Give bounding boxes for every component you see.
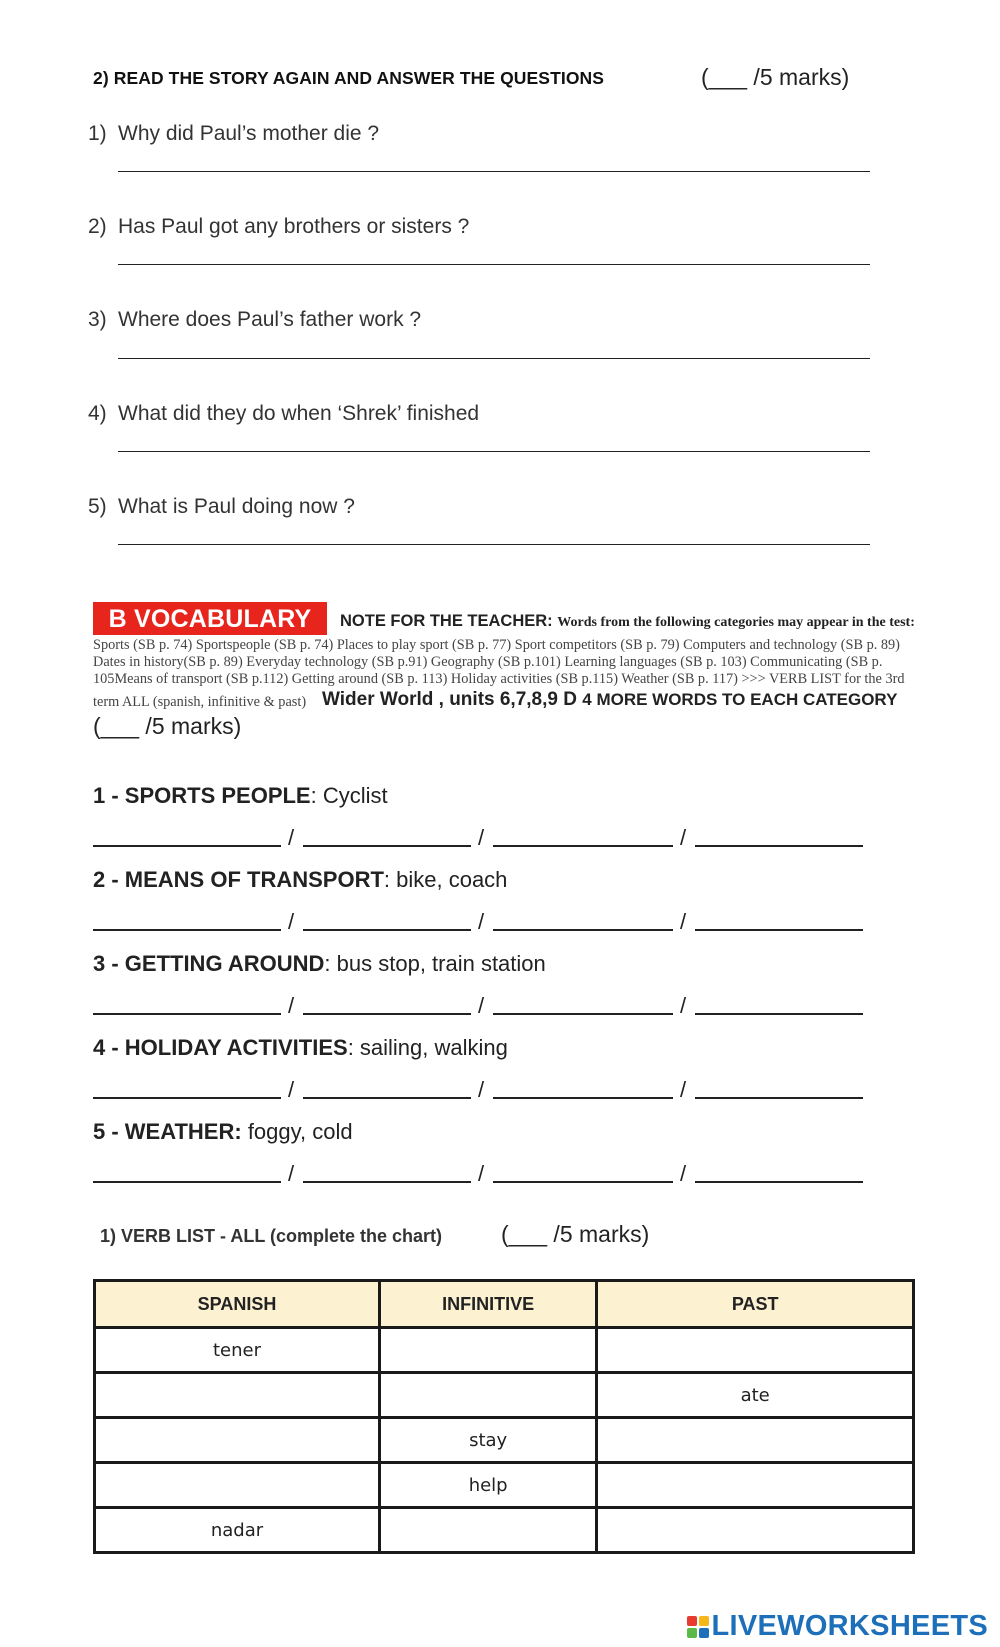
blank-field[interactable] [93,1181,281,1183]
answer-line[interactable] [118,544,870,545]
category-label: 2 - MEANS OF TRANSPORT [93,867,384,892]
table-cell-input[interactable] [379,1373,596,1418]
logo-blocks-icon [687,1616,709,1638]
blank-field[interactable] [493,1013,673,1015]
table-cell-input[interactable] [597,1508,914,1553]
question-text: What did they do when ‘Shrek’ finished [118,402,480,425]
blank-field[interactable] [493,1097,673,1099]
separator: / [288,1077,295,1102]
table-row [95,1373,914,1418]
table-cell: ate [597,1373,914,1418]
question-text: Has Paul got any brothers or sisters ? [118,215,470,238]
blank-field[interactable] [695,845,863,847]
separator: / [680,993,687,1018]
blank-field[interactable] [493,929,673,931]
table-cell-input[interactable] [379,1508,596,1553]
blank-field[interactable] [93,1013,281,1015]
separator: / [680,1077,687,1102]
question-number: 5) [88,495,107,518]
logo-text: LIVEWORKSHEETS [711,1610,988,1642]
question-text: What is Paul doing now ? [118,495,355,518]
blank-row [93,1161,873,1207]
blank-field[interactable] [493,1181,673,1183]
table-row [95,1508,914,1553]
verb-table [93,1279,915,1554]
table-cell-input[interactable] [95,1418,380,1463]
teacher-note-intro: Words from the following categories may appear in the test: [557,615,915,630]
separator: / [478,825,485,850]
answer-line[interactable] [118,171,870,172]
separator: / [478,993,485,1018]
separator: / [478,1161,485,1186]
vocabulary-badge: B VOCABULARY [93,602,327,635]
category-sports-people [93,783,388,809]
category-label: 1 - SPORTS PEOPLE [93,783,311,808]
question-number: 3) [88,308,107,331]
category-label: 3 - GETTING AROUND [93,951,325,976]
verb-list-title: 1) VERB LIST - ALL (complete the chart) [100,1226,443,1246]
wider-world-note [322,689,897,711]
table-cell-input[interactable] [597,1328,914,1373]
table-cell-input[interactable] [95,1463,380,1508]
table-cell-input[interactable] [95,1373,380,1418]
answer-line[interactable] [118,451,870,452]
table-cell-input[interactable] [379,1328,596,1373]
table-cell: help [379,1463,596,1508]
separator: / [288,825,295,850]
marks-label: (___ /5 marks) [701,64,850,90]
marks-label: (___ /5 marks) [93,713,242,739]
separator: / [680,1161,687,1186]
teacher-note-line: Dates in history(SB p. 89) Everyday technology (SB p.91) Geography (SB p.101) Learning languages (SB p. 103) Communicating (SB p. [93,654,883,670]
category-label: 4 - HOLIDAY ACTIVITIES [93,1035,348,1060]
more-words-instruction: 4 MORE WORDS TO EACH CATEGORY [582,690,898,709]
blank-field[interactable] [695,1181,863,1183]
question-text: Why did Paul’s mother die ? [118,122,380,145]
section-title: 2) READ THE STORY AGAIN AND ANSWER THE QUESTIONS [93,68,605,88]
category-means-of-transport [93,867,507,893]
teacher-note-line: term ALL (spanish, infinitive & past) [93,694,307,710]
teacher-note-line: 105Means of transport (SB p.112) Getting around (SB p. 113) Holiday activities (SB p.115) Weather (SB p. 117) >>> VERB LIST for the 3rd [93,671,905,687]
blank-field[interactable] [493,845,673,847]
blank-field[interactable] [303,1013,471,1015]
blank-field[interactable] [695,929,863,931]
question-number: 2) [88,215,107,238]
blank-field[interactable] [93,1097,281,1099]
table-header-row [95,1281,914,1328]
question-number: 1) [88,122,107,145]
blank-field[interactable] [695,1013,863,1015]
separator: / [288,909,295,934]
column-header: INFINITIVE [379,1281,596,1328]
table-cell: tener [95,1328,380,1373]
category-getting-around [93,951,546,977]
table-cell-input[interactable] [597,1463,914,1508]
category-weather [93,1119,353,1145]
table-row [95,1463,914,1508]
blank-field[interactable] [93,845,281,847]
marks-label: (___ /5 marks) [501,1221,650,1247]
table-cell: nadar [95,1508,380,1553]
separator: / [288,1161,295,1186]
question-text: Where does Paul’s father work ? [118,308,422,331]
blank-field[interactable] [303,1181,471,1183]
table-row [95,1418,914,1463]
blank-field[interactable] [93,929,281,931]
separator: / [680,825,687,850]
separator: / [478,1077,485,1102]
blank-field[interactable] [695,1097,863,1099]
category-examples: : bus stop, train station [324,951,546,976]
question-number: 4) [88,402,107,425]
liveworksheets-logo[interactable] [687,1610,989,1643]
teacher-note-line: Sports (SB p. 74) Sportspeople (SB p. 74) Places to play sport (SB p. 77) Sport competitors (SB p. 79) Computers and technology (SB p. 89) [93,637,900,653]
category-examples: foggy, cold [241,1119,353,1144]
category-examples: : sailing, walking [347,1035,508,1060]
column-header: PAST [597,1281,914,1328]
wider-world-units: Wider World , units 6,7,8,9 D [322,689,577,710]
blank-field[interactable] [303,845,471,847]
teacher-note-title [340,612,915,631]
table-cell-input[interactable] [597,1418,914,1463]
table-row [95,1328,914,1373]
separator: / [680,909,687,934]
blank-field[interactable] [303,929,471,931]
separator: / [288,993,295,1018]
answer-line[interactable] [118,264,870,265]
teacher-note-lead: NOTE FOR THE TEACHER: [340,612,553,630]
category-examples: : bike, coach [383,867,508,892]
category-holiday-activities [93,1035,508,1061]
answer-line[interactable] [118,358,870,359]
blank-field[interactable] [303,1097,471,1099]
table-cell: stay [379,1418,596,1463]
separator: / [478,909,485,934]
column-header: SPANISH [95,1281,380,1328]
category-label: 5 - WEATHER: [93,1119,242,1144]
category-examples: : Cyclist [310,783,388,808]
